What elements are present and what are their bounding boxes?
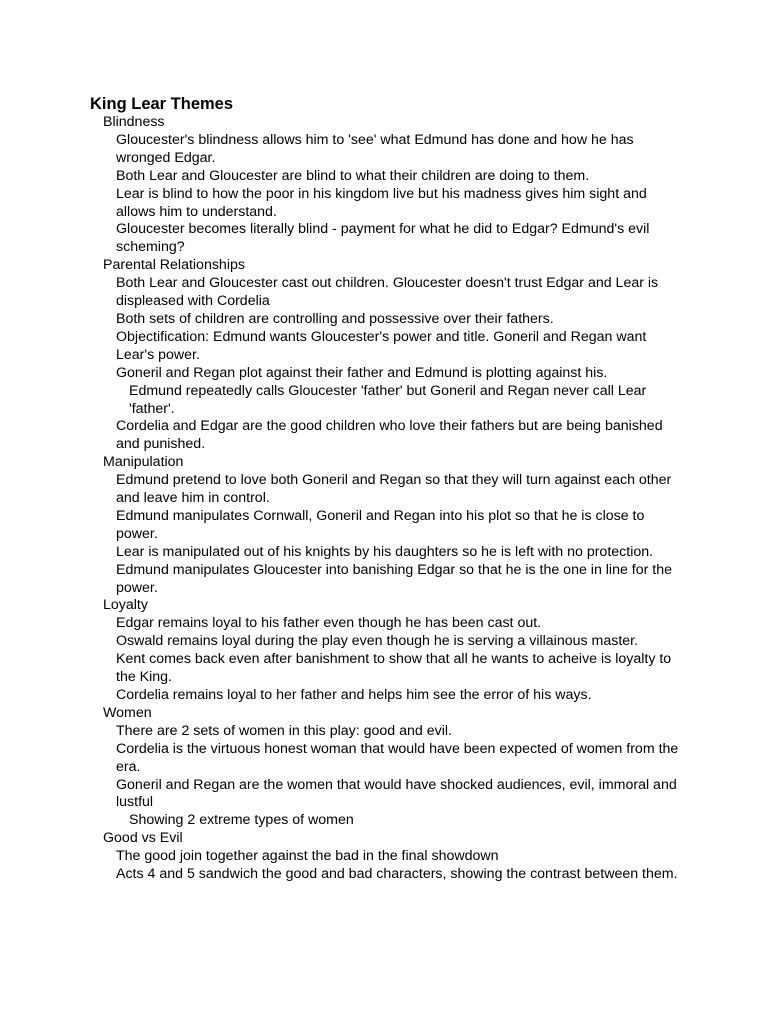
theme-point: [116, 866, 683, 884]
theme-point-text: Kent comes back even after banishment to show that all he wants to acheive is loyalty to the King.: [116, 651, 672, 686]
theme-point-text: Cordelia is the virtuous honest woman that would have been expected of women from the era.: [116, 740, 679, 775]
theme-point: [116, 777, 683, 831]
theme-point: [116, 418, 683, 454]
theme-point: [116, 741, 683, 777]
theme-point: [116, 221, 683, 257]
theme-point-text: Both Lear and Gloucester are blind to what their children are doing to them.: [116, 167, 590, 184]
theme-point-text: Oswald remains loyal during the play even though he is serving a villainous master.: [116, 633, 639, 650]
theme-points: [103, 723, 683, 830]
theme-section: [103, 830, 683, 884]
theme-point-text: Gloucester's blindness allows him to 'see' what Edmund has done and how he has wronged Edgar.: [116, 131, 634, 166]
theme-point-text: Edmund manipulates Gloucester into banishing Edgar so that he is the one in line for the power.: [116, 561, 673, 596]
theme-point-text: Acts 4 and 5 sandwich the good and bad characters, showing the contrast between them.: [116, 866, 678, 883]
theme-sub-points: [116, 812, 683, 830]
theme-sub-point: Showing 2 extreme types of women: [129, 812, 354, 829]
theme-sub-points: [116, 383, 683, 419]
theme-heading: Blindness: [103, 114, 165, 130]
theme-point: [116, 168, 683, 186]
theme-points: [103, 132, 683, 257]
theme-point-text: Edmund pretend to love both Goneril and Regan so that they will turn against each other and leave him in control.: [116, 472, 672, 507]
theme-section: [103, 257, 683, 454]
theme-section: [103, 705, 683, 830]
document-title: King Lear Themes: [90, 95, 234, 113]
theme-heading: Loyalty: [103, 597, 148, 614]
theme-point-text: Cordelia and Edgar are the good children who love their fathers but are being banished and punished.: [116, 418, 663, 453]
theme-point: [116, 633, 683, 651]
theme-point-text: Goneril and Regan plot against their father and Edmund is plotting against his.: [116, 364, 608, 381]
theme-point-text: The good join together against the bad in the final showdown: [116, 848, 499, 865]
theme-point-text: Edmund manipulates Cornwall, Goneril and Regan into his plot so that he is close to power.: [116, 507, 645, 542]
theme-point-text: Goneril and Regan are the women that would have shocked audiences, evil, immoral and lustful: [116, 776, 677, 811]
theme-points: [103, 848, 683, 884]
theme-point-text: Edgar remains loyal to his father even though he has been cast out.: [116, 615, 542, 632]
theme-point-text: There are 2 sets of women in this play: good and evil.: [116, 722, 452, 739]
themes-outline: [103, 114, 683, 884]
theme-point: [116, 311, 683, 329]
theme-heading: Women: [103, 704, 152, 721]
theme-point: [116, 275, 683, 311]
theme-heading: Parental Relationships: [103, 257, 245, 274]
theme-point: [116, 848, 683, 866]
theme-point-text: Lear is blind to how the poor in his kingdom live but his madness gives him sight and allows him to understand.: [116, 185, 647, 220]
theme-point: [116, 651, 683, 687]
theme-point-text: Cordelia remains loyal to her father and helps him see the error of his ways.: [116, 687, 592, 703]
theme-point: [116, 615, 683, 633]
theme-heading: Good vs Evil: [103, 830, 183, 847]
theme-section: [103, 597, 683, 704]
theme-point-text: Lear is manipulated out of his knights by his daughters so he is left with no protection.: [116, 543, 654, 560]
theme-points: [103, 615, 683, 705]
theme-sub-point: Edmund repeatedly calls Gloucester 'father' but Goneril and Regan never call Lear 'father'.: [129, 382, 647, 417]
theme-point: [116, 329, 683, 365]
theme-point-text: Objectification: Edmund wants Gloucester's power and title. Goneril and Regan want Lear's power.: [116, 328, 647, 363]
theme-point: [116, 687, 683, 705]
theme-point: [116, 132, 683, 168]
theme-point-text: Both Lear and Gloucester cast out children. Gloucester doesn't trust Edgar and Lear is displeased with Cordelia: [116, 275, 659, 310]
theme-point: [116, 186, 683, 222]
theme-point: [116, 723, 683, 741]
theme-point: [116, 562, 683, 598]
theme-section: [103, 114, 683, 257]
theme-points: [103, 472, 683, 597]
theme-point-text: Gloucester becomes literally blind - payment for what he did to Edgar? Edmund's evil scheming?: [116, 221, 650, 256]
theme-point: [116, 365, 683, 419]
theme-point: [116, 544, 683, 562]
theme-point: [116, 472, 683, 508]
theme-points: [103, 275, 683, 454]
theme-point: [116, 508, 683, 544]
theme-point-text: Both sets of children are controlling and possessive over their fathers.: [116, 310, 554, 327]
theme-section: [103, 454, 683, 597]
theme-heading: Manipulation: [103, 454, 184, 471]
